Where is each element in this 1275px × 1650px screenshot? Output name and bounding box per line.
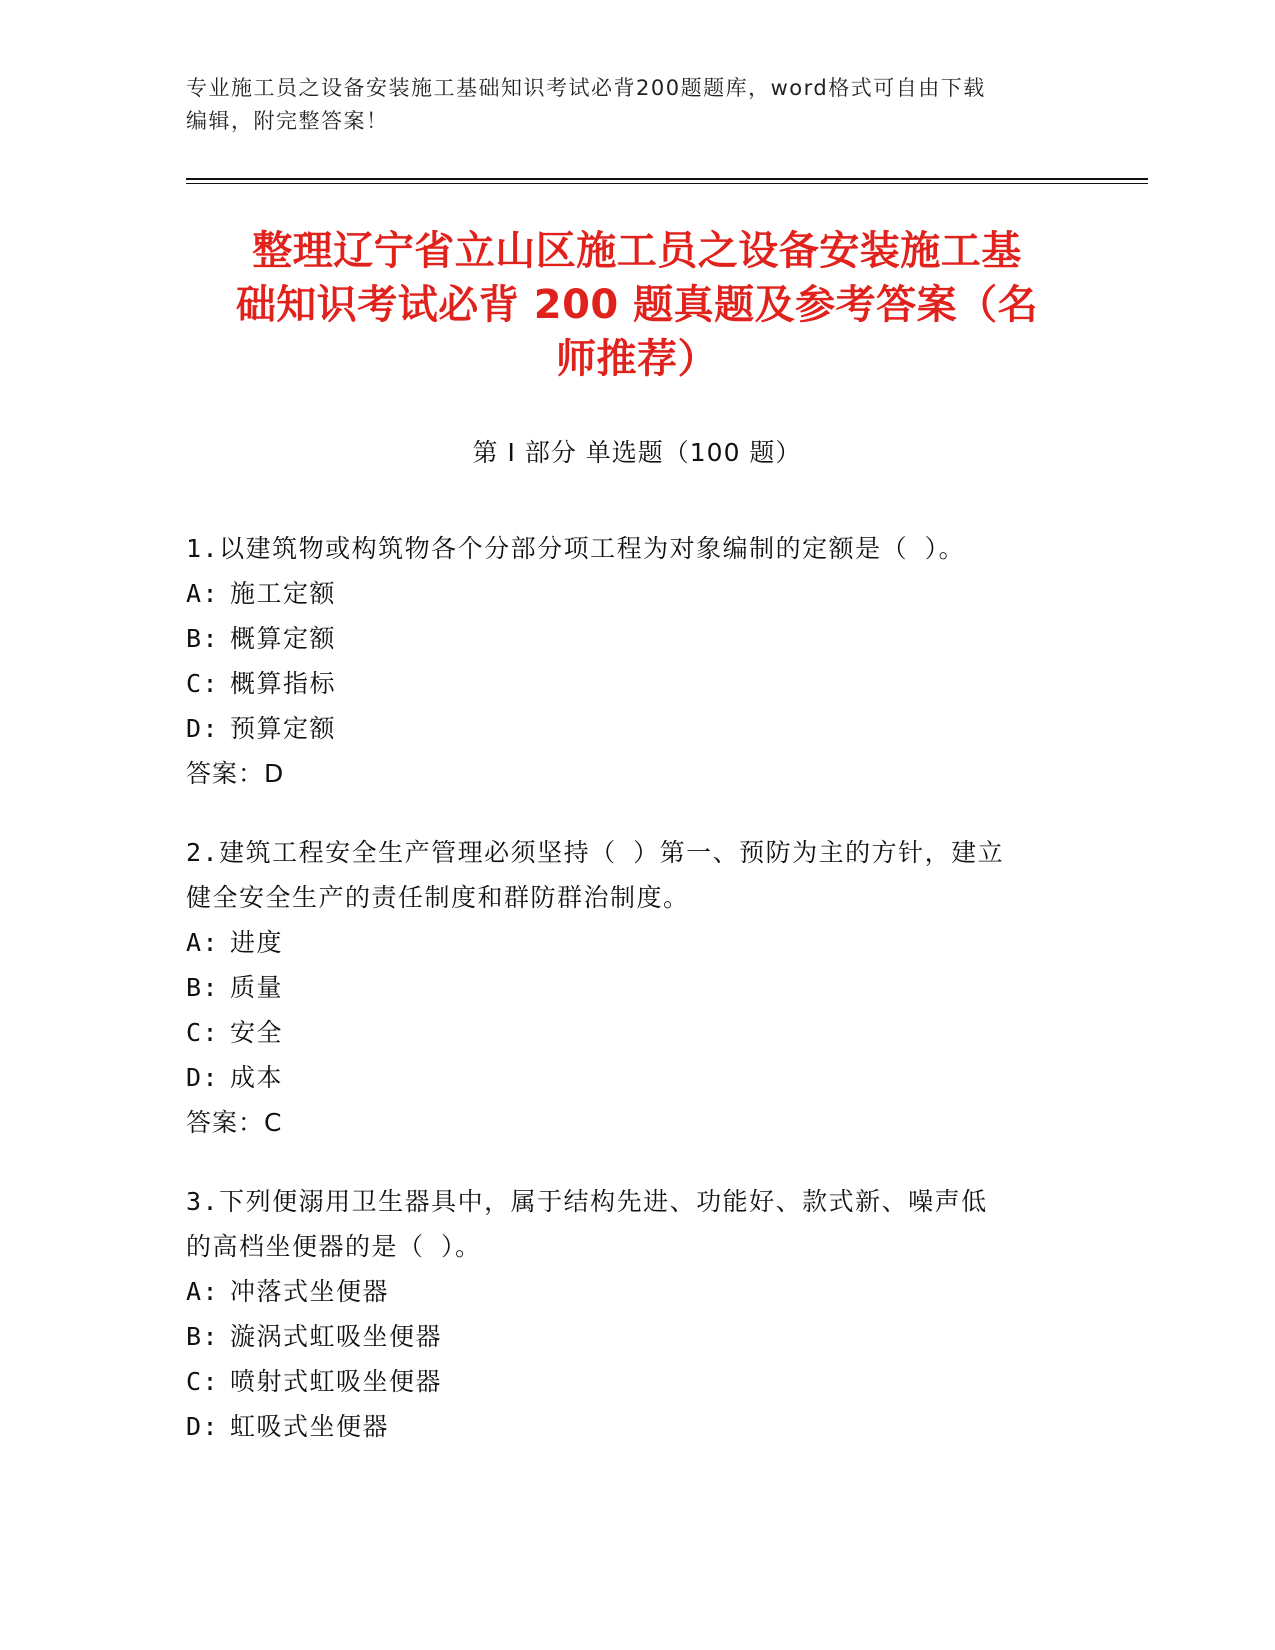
question-list <box>186 526 1086 1483</box>
option-letter: D: <box>186 1063 220 1092</box>
option-letter: A: <box>186 928 220 957</box>
document-title <box>186 224 1088 386</box>
question-3-option-a <box>186 1269 1086 1314</box>
question-1-option-a <box>186 571 1086 616</box>
question-2-answer: 答案：C <box>186 1108 283 1137</box>
header-note-line-1: 专业施工员之设备安装施工基础知识考试必背200题题库，word格式可自由下载 <box>186 76 986 100</box>
option-letter: D: <box>186 1412 220 1441</box>
question-2-option-c <box>186 1010 1086 1055</box>
question-3-option-c <box>186 1359 1086 1404</box>
option-text: 概算指标 <box>230 669 337 698</box>
option-text: 喷射式虹吸坐便器 <box>230 1367 443 1396</box>
question-1 <box>186 526 1086 796</box>
question-2-option-d <box>186 1055 1086 1100</box>
option-letter: D: <box>186 714 220 743</box>
question-2-text-line-1: 2.建筑工程安全生产管理必须坚持（ ）第一、预防为主的方针，建立 <box>186 838 1005 867</box>
header-note-line-2: 编辑，附完整答案！ <box>186 109 389 133</box>
question-1-option-c <box>186 661 1086 706</box>
question-2-option-b <box>186 965 1086 1010</box>
option-text: 预算定额 <box>230 714 337 743</box>
option-letter: B: <box>186 1322 220 1351</box>
option-text: 质量 <box>230 973 284 1002</box>
section-heading: 第 I 部分 单选题（100 题） <box>472 438 802 467</box>
question-1-option-d <box>186 706 1086 751</box>
question-1-answer: 答案：D <box>186 759 285 788</box>
header-divider-thick <box>186 178 1148 180</box>
question-2 <box>186 830 1086 1145</box>
option-text: 漩涡式虹吸坐便器 <box>230 1322 443 1351</box>
option-letter: A: <box>186 1277 220 1306</box>
document-title-line-1: 整理辽宁省立山区施工员之设备安装施工基 <box>252 228 1022 274</box>
question-2-option-a <box>186 920 1086 965</box>
document-title-line-2: 础知识考试必背 200 题真题及参考答案（名 <box>235 282 1039 328</box>
option-text: 虹吸式坐便器 <box>230 1412 390 1441</box>
option-text: 冲落式坐便器 <box>230 1277 390 1306</box>
option-letter: C: <box>186 669 220 698</box>
option-text: 安全 <box>230 1018 284 1047</box>
option-text: 施工定额 <box>230 579 337 608</box>
option-letter: A: <box>186 579 220 608</box>
option-letter: B: <box>186 973 220 1002</box>
question-3-text-line-2: 的高档坐便器的是（ ）。 <box>186 1232 482 1261</box>
option-text: 成本 <box>230 1063 284 1092</box>
question-1-option-b <box>186 616 1086 661</box>
option-letter: B: <box>186 624 220 653</box>
question-3-option-b <box>186 1314 1086 1359</box>
header-note <box>186 72 1076 138</box>
question-2-text-line-2: 健全安全生产的责任制度和群防群治制度。 <box>186 883 690 912</box>
document-title-line-3: 师推荐） <box>556 336 718 382</box>
header-divider-thin <box>186 183 1148 184</box>
question-3-option-d <box>186 1404 1086 1449</box>
question-3-text-line-1: 3.下列便溺用卫生器具中，属于结构先进、功能好、款式新、噪声低 <box>186 1187 988 1216</box>
option-text: 进度 <box>230 928 284 957</box>
option-letter: C: <box>186 1367 220 1396</box>
option-letter: C: <box>186 1018 220 1047</box>
question-3 <box>186 1179 1086 1449</box>
question-1-text: 1.以建筑物或构筑物各个分部分项工程为对象编制的定额是（ ）。 <box>186 534 966 563</box>
option-text: 概算定额 <box>230 624 337 653</box>
